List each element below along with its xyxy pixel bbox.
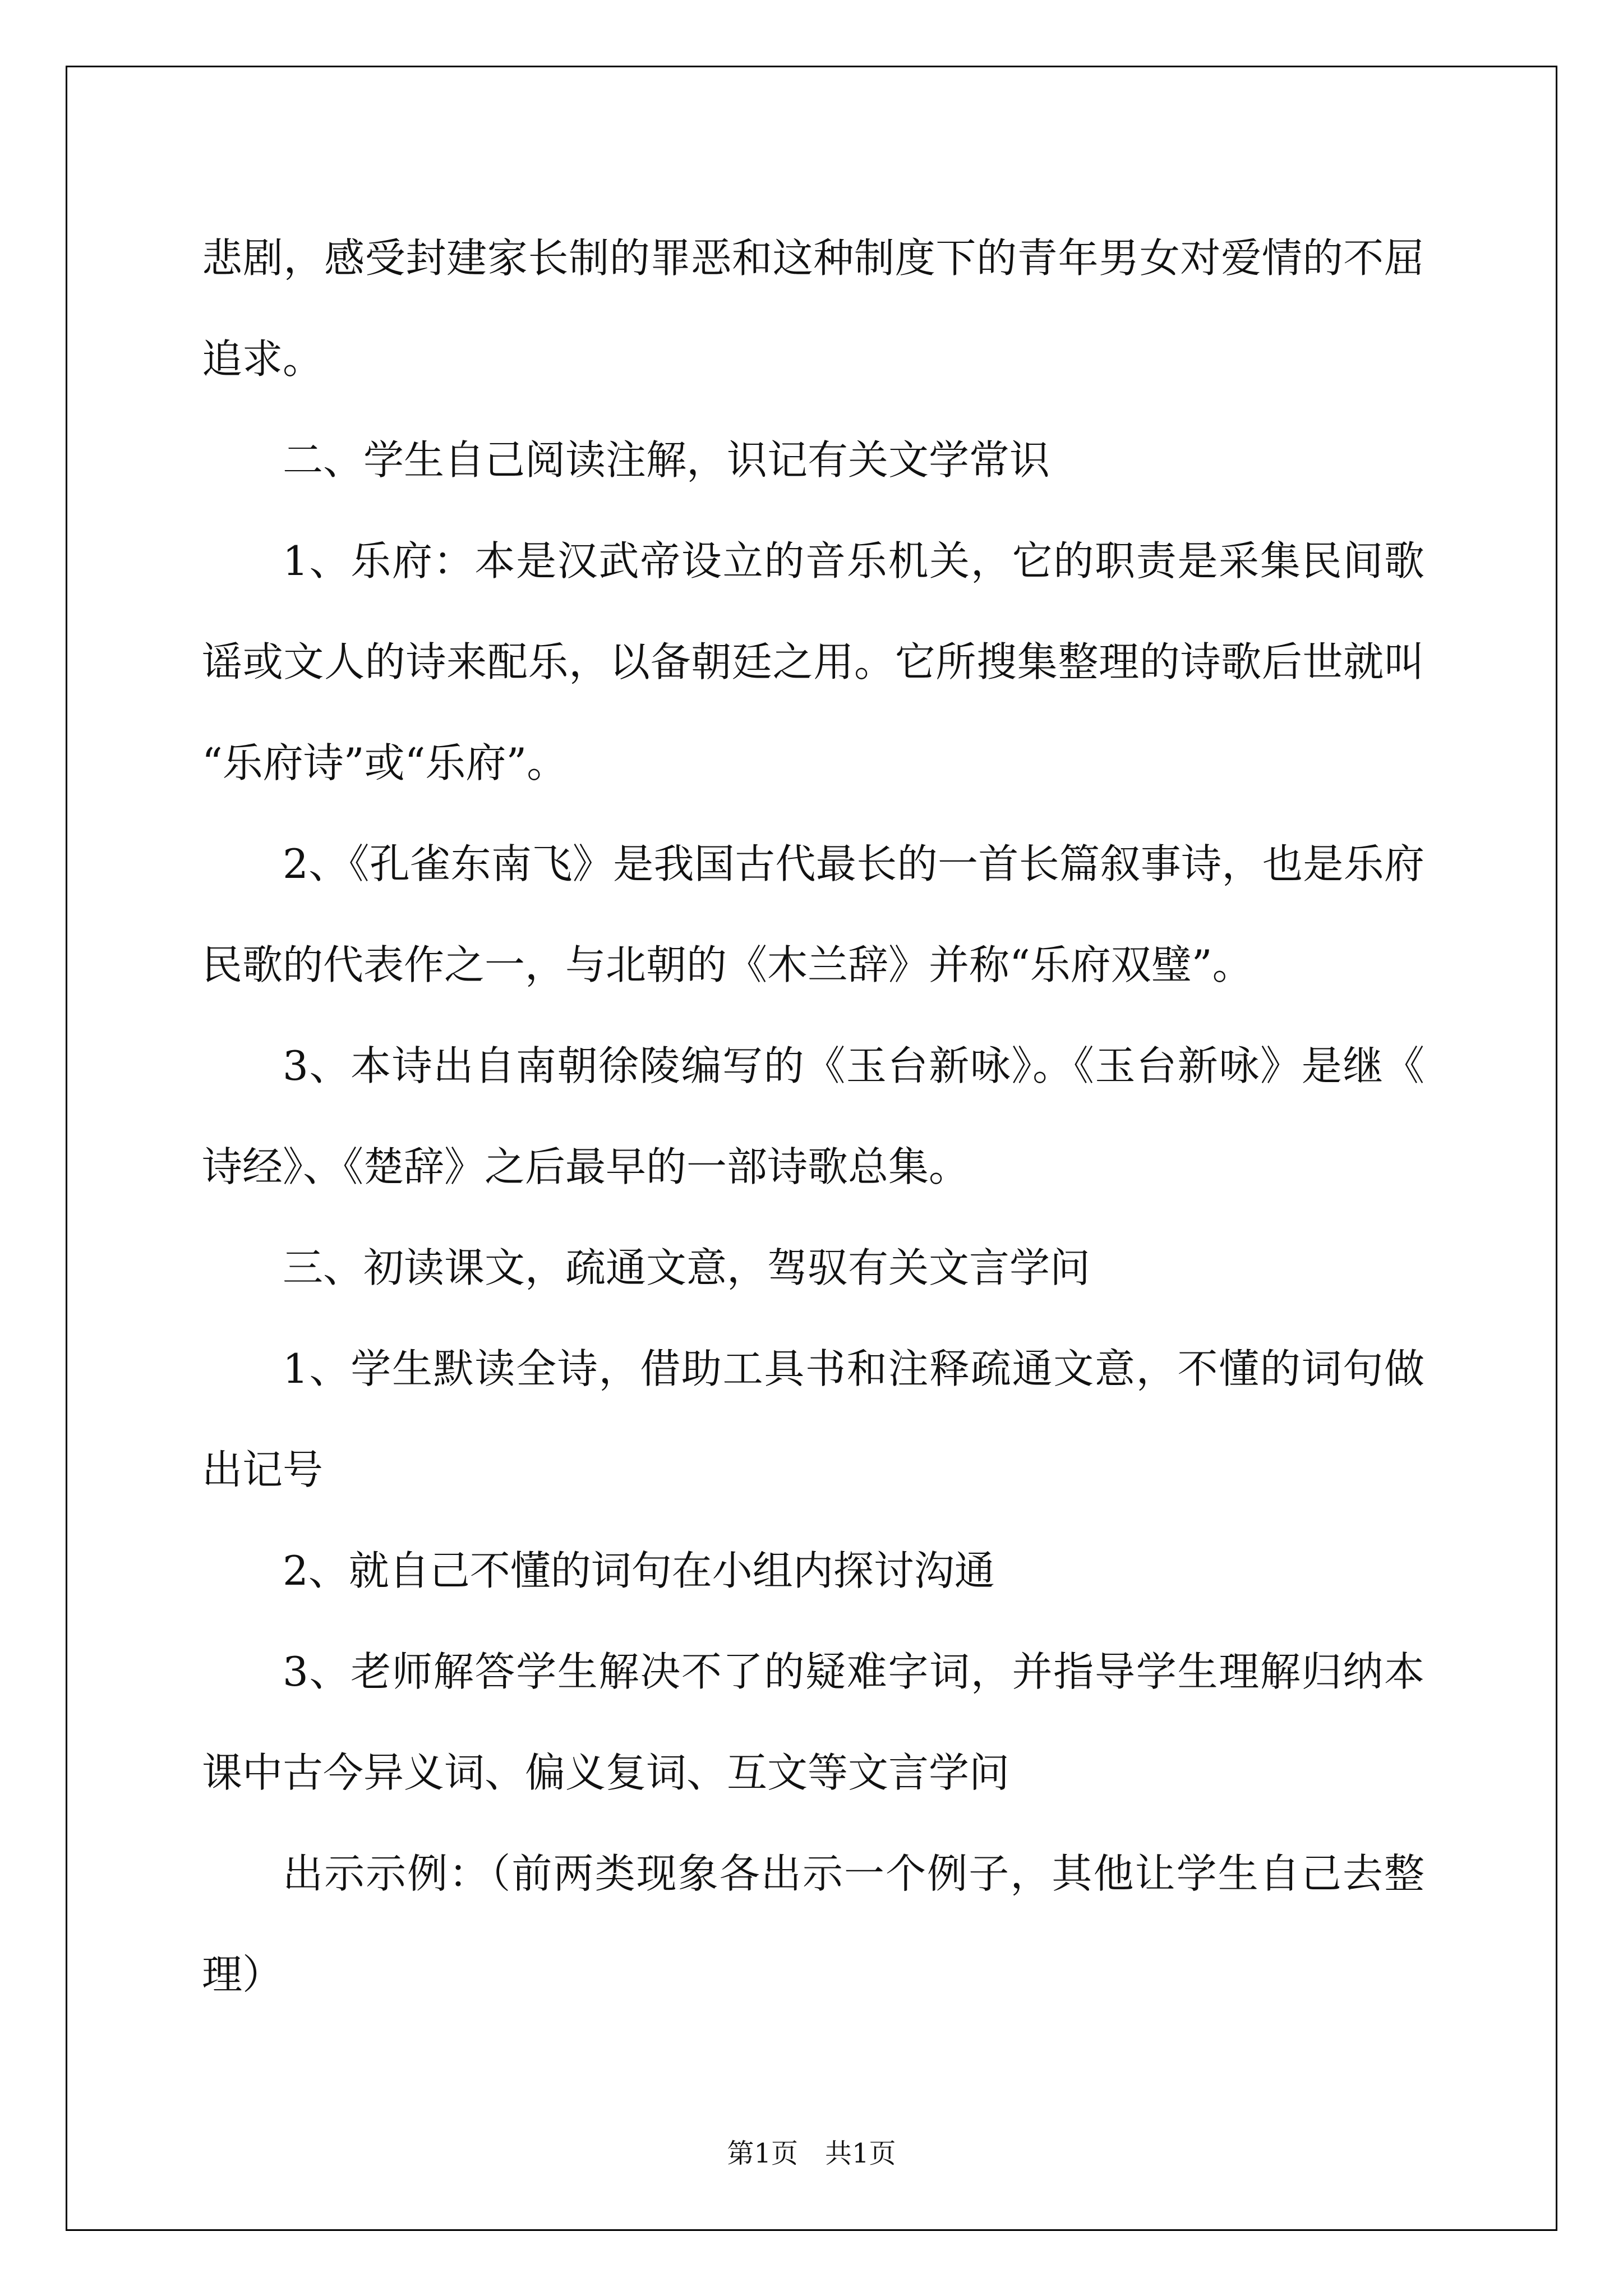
page-number: 第1页 共1页 [727,2138,896,2169]
paragraph-yuefu: 1、乐府：本是汉武帝设立的音乐机关，它的职责是采集民间歌谣或文人的诗来配乐，以备朝廷之用。它所搜集整理的诗歌后世就叫“乐府诗”或“乐府”。 [202,537,1424,786]
paragraph-1: 悲剧，感受封建家长制的罪恶和这种制度下的青年男女对爱情的不屈追求。 [202,234,1424,383]
paragraph-yutai: 3、本诗出自南朝徐陵编写的《玉台新咏》。《玉台新咏》是继《诗经》、《楚辞》之后最早的一部诗歌总集。 [202,1042,1424,1190]
section-heading-3: 三、初读课文，疏通文意，驾驭有关文言学问 [283,1244,1091,1291]
paragraph-step-1: 1、学生默读全诗，借助工具书和注释疏通文意，不懂的词句做出记号 [202,1345,1424,1493]
paragraph-kongque: 2、《孔雀东南飞》是我国古代最长的一首长篇叙事诗，也是乐府民歌的代表作之一，与北朝的《木兰辞》并称“乐府双璧”。 [202,840,1424,988]
paragraph-step-3: 3、老师解答学生解决不了的疑难字词，并指导学生理解归纳本课中古今异义词、偏义复词、互文等文言学问 [202,1648,1424,1796]
paragraph-step-2: 2、就自己不懂的词句在小组内探讨沟通 [283,1547,995,1594]
section-heading-2: 二、学生自己阅读注解，识记有关文学常识 [283,436,1050,484]
document-body [202,208,1424,2025]
paragraph-example: 出示示例：（前两类现象各出示一个例子，其他让学生自己去整理） [202,1850,1424,1998]
